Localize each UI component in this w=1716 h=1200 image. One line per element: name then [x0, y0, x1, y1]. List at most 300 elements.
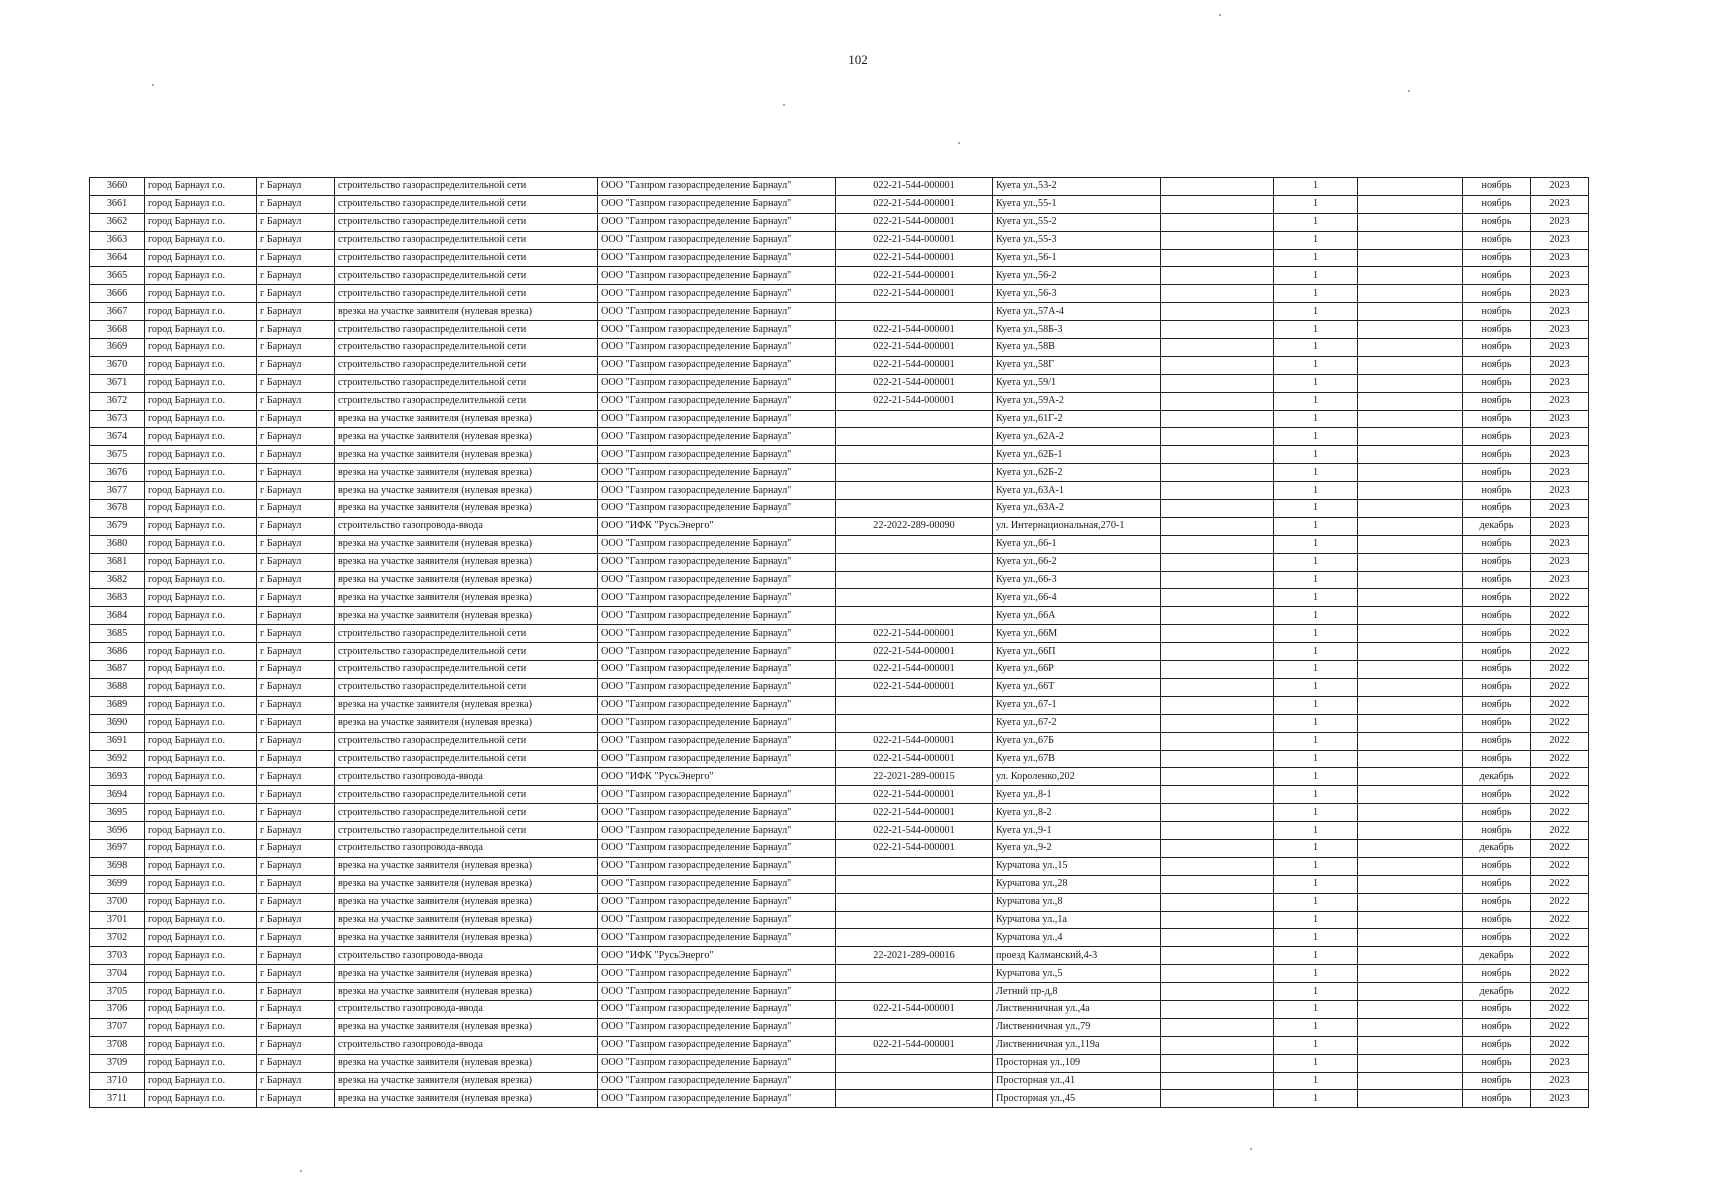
cell-num: 3668 — [90, 321, 145, 339]
cell-blank2 — [1358, 249, 1463, 267]
cell-settlement: г Барнаул — [257, 339, 335, 357]
cell-blank1 — [1161, 303, 1274, 321]
cell-organization: ООО "Газпром газораспределение Барнаул" — [598, 983, 836, 1001]
cell-quantity: 1 — [1274, 374, 1358, 392]
cell-year: 2022 — [1531, 1018, 1589, 1036]
cell-blank2 — [1358, 732, 1463, 750]
table-row — [90, 213, 1589, 231]
cell-blank2 — [1358, 213, 1463, 231]
cell-num: 3688 — [90, 678, 145, 696]
cell-blank1 — [1161, 213, 1274, 231]
cell-address: ул. Интернациональная,270-1 — [993, 517, 1161, 535]
table-row — [90, 750, 1589, 768]
cell-work_type: строительство газораспределительной сети — [335, 213, 598, 231]
cell-quantity: 1 — [1274, 714, 1358, 732]
cell-blank1 — [1161, 249, 1274, 267]
cell-settlement: г Барнаул — [257, 768, 335, 786]
cell-blank2 — [1358, 1054, 1463, 1072]
cell-num: 3676 — [90, 464, 145, 482]
cell-year: 2022 — [1531, 661, 1589, 679]
cell-district: город Барнаул г.о. — [145, 195, 257, 213]
cell-month: ноябрь — [1463, 500, 1531, 518]
cell-code — [836, 911, 993, 929]
cell-blank1 — [1161, 607, 1274, 625]
cell-year: 2023 — [1531, 464, 1589, 482]
cell-work_type: строительство газораспределительной сети — [335, 392, 598, 410]
table-row — [90, 947, 1589, 965]
table-row — [90, 553, 1589, 571]
cell-settlement: г Барнаул — [257, 482, 335, 500]
cell-organization: ООО "Газпром газораспределение Барнаул" — [598, 1054, 836, 1072]
registry-table — [89, 177, 1589, 1108]
cell-blank1 — [1161, 947, 1274, 965]
cell-work_type: строительство газопровода-ввода — [335, 517, 598, 535]
cell-num: 3677 — [90, 482, 145, 500]
cell-year: 2022 — [1531, 607, 1589, 625]
cell-organization: ООО "ИФК "РусьЭнерго" — [598, 947, 836, 965]
cell-district: город Барнаул г.о. — [145, 374, 257, 392]
cell-blank1 — [1161, 410, 1274, 428]
cell-quantity: 1 — [1274, 750, 1358, 768]
cell-address: Куета ул.,58Б-3 — [993, 321, 1161, 339]
cell-code — [836, 1054, 993, 1072]
cell-settlement: г Барнаул — [257, 965, 335, 983]
cell-quantity: 1 — [1274, 965, 1358, 983]
cell-num: 3687 — [90, 661, 145, 679]
cell-year: 2023 — [1531, 1090, 1589, 1108]
cell-work_type: строительство газопровода-ввода — [335, 947, 598, 965]
cell-organization: ООО "ИФК "РусьЭнерго" — [598, 517, 836, 535]
cell-address: Просторная ул.,109 — [993, 1054, 1161, 1072]
table-row — [90, 446, 1589, 464]
cell-year: 2023 — [1531, 482, 1589, 500]
cell-work_type: врезка на участке заявителя (нулевая врезка) — [335, 714, 598, 732]
cell-district: город Барнаул г.о. — [145, 303, 257, 321]
cell-address: Куета ул.,66-2 — [993, 553, 1161, 571]
cell-month: ноябрь — [1463, 678, 1531, 696]
table-row — [90, 1036, 1589, 1054]
cell-code: 022-21-544-000001 — [836, 839, 993, 857]
cell-num: 3672 — [90, 392, 145, 410]
cell-blank2 — [1358, 1072, 1463, 1090]
cell-num: 3666 — [90, 285, 145, 303]
cell-month: декабрь — [1463, 517, 1531, 535]
cell-quantity: 1 — [1274, 303, 1358, 321]
cell-code: 022-21-544-000001 — [836, 178, 993, 196]
cell-work_type: строительство газораспределительной сети — [335, 249, 598, 267]
cell-year: 2023 — [1531, 374, 1589, 392]
cell-address: Куета ул.,59А-2 — [993, 392, 1161, 410]
cell-year: 2023 — [1531, 178, 1589, 196]
cell-code: 022-21-544-000001 — [836, 643, 993, 661]
table-row — [90, 607, 1589, 625]
cell-blank1 — [1161, 285, 1274, 303]
table-row — [90, 356, 1589, 374]
cell-address: Куета ул.,55-1 — [993, 195, 1161, 213]
cell-address: Куета ул.,66-1 — [993, 535, 1161, 553]
cell-blank2 — [1358, 482, 1463, 500]
cell-num: 3679 — [90, 517, 145, 535]
cell-year: 2023 — [1531, 303, 1589, 321]
cell-district: город Барнаул г.о. — [145, 696, 257, 714]
cell-settlement: г Барнаул — [257, 589, 335, 607]
table-row — [90, 1090, 1589, 1108]
cell-blank2 — [1358, 392, 1463, 410]
cell-year: 2022 — [1531, 947, 1589, 965]
cell-address: Лиственничная ул.,79 — [993, 1018, 1161, 1036]
cell-code: 022-21-544-000001 — [836, 678, 993, 696]
cell-district: город Барнаул г.о. — [145, 643, 257, 661]
cell-quantity: 1 — [1274, 839, 1358, 857]
cell-settlement: г Барнаул — [257, 446, 335, 464]
cell-blank1 — [1161, 428, 1274, 446]
cell-address: Курчатова ул.,15 — [993, 857, 1161, 875]
cell-organization: ООО "Газпром газораспределение Барнаул" — [598, 929, 836, 947]
cell-blank1 — [1161, 732, 1274, 750]
cell-num: 3705 — [90, 983, 145, 1001]
cell-month: ноябрь — [1463, 410, 1531, 428]
table-row — [90, 1000, 1589, 1018]
cell-district: город Барнаул г.о. — [145, 839, 257, 857]
cell-address: Куета ул.,59/1 — [993, 374, 1161, 392]
cell-blank2 — [1358, 410, 1463, 428]
cell-num: 3682 — [90, 571, 145, 589]
cell-quantity: 1 — [1274, 661, 1358, 679]
cell-blank1 — [1161, 750, 1274, 768]
cell-organization: ООО "Газпром газораспределение Барнаул" — [598, 303, 836, 321]
table-row — [90, 661, 1589, 679]
cell-settlement: г Барнаул — [257, 249, 335, 267]
cell-code: 022-21-544-000001 — [836, 804, 993, 822]
table-row — [90, 696, 1589, 714]
cell-address: Куета ул.,66Р — [993, 661, 1161, 679]
cell-blank2 — [1358, 714, 1463, 732]
cell-num: 3708 — [90, 1036, 145, 1054]
cell-work_type: врезка на участке заявителя (нулевая врезка) — [335, 911, 598, 929]
cell-blank1 — [1161, 321, 1274, 339]
cell-year: 2022 — [1531, 893, 1589, 911]
cell-work_type: строительство газораспределительной сети — [335, 356, 598, 374]
cell-blank2 — [1358, 625, 1463, 643]
cell-blank1 — [1161, 464, 1274, 482]
cell-year: 2022 — [1531, 983, 1589, 1001]
table-row — [90, 983, 1589, 1001]
cell-month: ноябрь — [1463, 1018, 1531, 1036]
registry-body — [90, 178, 1589, 1108]
cell-num: 3709 — [90, 1054, 145, 1072]
cell-blank1 — [1161, 965, 1274, 983]
cell-address: Просторная ул.,41 — [993, 1072, 1161, 1090]
cell-settlement: г Барнаул — [257, 1018, 335, 1036]
cell-work_type: врезка на участке заявителя (нулевая врезка) — [335, 553, 598, 571]
cell-year: 2022 — [1531, 732, 1589, 750]
cell-month: ноябрь — [1463, 607, 1531, 625]
cell-quantity: 1 — [1274, 732, 1358, 750]
cell-quantity: 1 — [1274, 786, 1358, 804]
cell-district: город Барнаул г.о. — [145, 249, 257, 267]
cell-district: город Барнаул г.о. — [145, 1072, 257, 1090]
cell-code — [836, 571, 993, 589]
cell-organization: ООО "ИФК "РусьЭнерго" — [598, 768, 836, 786]
cell-quantity: 1 — [1274, 356, 1358, 374]
cell-month: ноябрь — [1463, 464, 1531, 482]
cell-code — [836, 983, 993, 1001]
cell-code: 022-21-544-000001 — [836, 195, 993, 213]
cell-work_type: врезка на участке заявителя (нулевая врезка) — [335, 965, 598, 983]
cell-quantity: 1 — [1274, 517, 1358, 535]
cell-code: 022-21-544-000001 — [836, 732, 993, 750]
cell-blank1 — [1161, 195, 1274, 213]
cell-blank1 — [1161, 178, 1274, 196]
cell-district: город Барнаул г.о. — [145, 661, 257, 679]
cell-code — [836, 428, 993, 446]
cell-year: 2023 — [1531, 213, 1589, 231]
cell-address: Куета ул.,8-2 — [993, 804, 1161, 822]
cell-code: 022-21-544-000001 — [836, 285, 993, 303]
cell-address: Курчатова ул.,1а — [993, 911, 1161, 929]
cell-month: ноябрь — [1463, 571, 1531, 589]
cell-blank1 — [1161, 571, 1274, 589]
cell-organization: ООО "Газпром газораспределение Барнаул" — [598, 839, 836, 857]
cell-blank1 — [1161, 678, 1274, 696]
cell-blank2 — [1358, 571, 1463, 589]
cell-work_type: строительство газораспределительной сети — [335, 339, 598, 357]
cell-code — [836, 893, 993, 911]
cell-settlement: г Барнаул — [257, 983, 335, 1001]
cell-month: ноябрь — [1463, 285, 1531, 303]
cell-work_type: врезка на участке заявителя (нулевая врезка) — [335, 500, 598, 518]
cell-quantity: 1 — [1274, 607, 1358, 625]
cell-work_type: строительство газораспределительной сети — [335, 732, 598, 750]
cell-district: город Барнаул г.о. — [145, 1054, 257, 1072]
cell-month: ноябрь — [1463, 643, 1531, 661]
cell-work_type: строительство газораспределительной сети — [335, 750, 598, 768]
cell-quantity: 1 — [1274, 625, 1358, 643]
table-row — [90, 786, 1589, 804]
cell-blank2 — [1358, 1036, 1463, 1054]
cell-blank2 — [1358, 786, 1463, 804]
cell-work_type: врезка на участке заявителя (нулевая врезка) — [335, 1090, 598, 1108]
cell-organization: ООО "Газпром газораспределение Барнаул" — [598, 410, 836, 428]
cell-month: ноябрь — [1463, 911, 1531, 929]
cell-year: 2023 — [1531, 446, 1589, 464]
cell-year: 2023 — [1531, 410, 1589, 428]
cell-month: ноябрь — [1463, 482, 1531, 500]
cell-month: ноябрь — [1463, 249, 1531, 267]
cell-address: Куета ул.,55-2 — [993, 213, 1161, 231]
cell-month: ноябрь — [1463, 321, 1531, 339]
cell-year: 2022 — [1531, 696, 1589, 714]
cell-blank2 — [1358, 857, 1463, 875]
cell-blank1 — [1161, 446, 1274, 464]
cell-blank2 — [1358, 535, 1463, 553]
cell-district: город Барнаул г.о. — [145, 178, 257, 196]
cell-quantity: 1 — [1274, 911, 1358, 929]
cell-organization: ООО "Газпром газораспределение Барнаул" — [598, 1000, 836, 1018]
cell-work_type: врезка на участке заявителя (нулевая врезка) — [335, 535, 598, 553]
cell-month: ноябрь — [1463, 893, 1531, 911]
cell-month: ноябрь — [1463, 535, 1531, 553]
cell-year: 2022 — [1531, 1036, 1589, 1054]
cell-year: 2022 — [1531, 804, 1589, 822]
cell-month: ноябрь — [1463, 446, 1531, 464]
cell-organization: ООО "Газпром газораспределение Барнаул" — [598, 607, 836, 625]
cell-month: ноябрь — [1463, 1000, 1531, 1018]
cell-month: ноябрь — [1463, 661, 1531, 679]
cell-month: ноябрь — [1463, 625, 1531, 643]
cell-quantity: 1 — [1274, 1090, 1358, 1108]
scan-speck — [783, 104, 785, 106]
cell-address: Куета ул.,9-2 — [993, 839, 1161, 857]
cell-num: 3690 — [90, 714, 145, 732]
cell-year: 2023 — [1531, 231, 1589, 249]
cell-blank2 — [1358, 356, 1463, 374]
cell-quantity: 1 — [1274, 696, 1358, 714]
cell-district: город Барнаул г.о. — [145, 213, 257, 231]
cell-code: 022-21-544-000001 — [836, 267, 993, 285]
cell-organization: ООО "Газпром газораспределение Барнаул" — [598, 893, 836, 911]
cell-blank2 — [1358, 464, 1463, 482]
cell-settlement: г Барнаул — [257, 750, 335, 768]
scan-speck — [1408, 90, 1410, 92]
cell-address: Просторная ул.,45 — [993, 1090, 1161, 1108]
cell-year: 2023 — [1531, 428, 1589, 446]
cell-work_type: врезка на участке заявителя (нулевая врезка) — [335, 983, 598, 1001]
cell-num: 3665 — [90, 267, 145, 285]
cell-code: 22-2021-289-00015 — [836, 768, 993, 786]
cell-year: 2022 — [1531, 625, 1589, 643]
cell-blank2 — [1358, 195, 1463, 213]
cell-blank2 — [1358, 517, 1463, 535]
cell-blank1 — [1161, 696, 1274, 714]
cell-num: 3693 — [90, 768, 145, 786]
cell-num: 3700 — [90, 893, 145, 911]
cell-code — [836, 535, 993, 553]
cell-work_type: строительство газораспределительной сети — [335, 643, 598, 661]
cell-settlement: г Барнаул — [257, 661, 335, 679]
cell-num: 3663 — [90, 231, 145, 249]
cell-district: город Барнаул г.о. — [145, 392, 257, 410]
cell-organization: ООО "Газпром газораспределение Барнаул" — [598, 750, 836, 768]
scan-speck — [958, 142, 960, 144]
cell-organization: ООО "Газпром газораспределение Барнаул" — [598, 1018, 836, 1036]
cell-blank1 — [1161, 482, 1274, 500]
cell-month: ноябрь — [1463, 875, 1531, 893]
cell-settlement: г Барнаул — [257, 1000, 335, 1018]
cell-blank1 — [1161, 625, 1274, 643]
cell-year: 2023 — [1531, 267, 1589, 285]
cell-address: Куета ул.,61Г-2 — [993, 410, 1161, 428]
cell-blank1 — [1161, 822, 1274, 840]
table-row — [90, 714, 1589, 732]
cell-quantity: 1 — [1274, 589, 1358, 607]
cell-year: 2022 — [1531, 929, 1589, 947]
cell-settlement: г Барнаул — [257, 714, 335, 732]
table-row — [90, 464, 1589, 482]
cell-code — [836, 500, 993, 518]
cell-work_type: врезка на участке заявителя (нулевая врезка) — [335, 875, 598, 893]
table-row — [90, 285, 1589, 303]
cell-address: Куета ул.,58Г — [993, 356, 1161, 374]
cell-organization: ООО "Газпром газораспределение Барнаул" — [598, 571, 836, 589]
cell-settlement: г Барнаул — [257, 500, 335, 518]
cell-settlement: г Барнаул — [257, 213, 335, 231]
cell-address: Лиственничная ул.,4а — [993, 1000, 1161, 1018]
cell-code: 022-21-544-000001 — [836, 374, 993, 392]
cell-work_type: врезка на участке заявителя (нулевая врезка) — [335, 446, 598, 464]
cell-settlement: г Барнаул — [257, 893, 335, 911]
cell-year: 2023 — [1531, 285, 1589, 303]
cell-month: ноябрь — [1463, 1072, 1531, 1090]
cell-num: 3698 — [90, 857, 145, 875]
cell-work_type: строительство газопровода-ввода — [335, 839, 598, 857]
cell-code: 022-21-544-000001 — [836, 625, 993, 643]
cell-blank2 — [1358, 1090, 1463, 1108]
cell-organization: ООО "Газпром газораспределение Барнаул" — [598, 786, 836, 804]
cell-district: город Барнаул г.о. — [145, 804, 257, 822]
cell-blank1 — [1161, 714, 1274, 732]
cell-organization: ООО "Газпром газораспределение Барнаул" — [598, 965, 836, 983]
cell-month: декабрь — [1463, 768, 1531, 786]
cell-quantity: 1 — [1274, 213, 1358, 231]
cell-year: 2023 — [1531, 249, 1589, 267]
cell-address: Куета ул.,62Б-2 — [993, 464, 1161, 482]
cell-address: Куета ул.,63А-1 — [993, 482, 1161, 500]
cell-blank1 — [1161, 929, 1274, 947]
cell-code: 22-2022-289-00090 — [836, 517, 993, 535]
cell-organization: ООО "Газпром газораспределение Барнаул" — [598, 267, 836, 285]
cell-district: город Барнаул г.о. — [145, 553, 257, 571]
cell-address: ул. Короленко,202 — [993, 768, 1161, 786]
table-row — [90, 822, 1589, 840]
cell-district: город Барнаул г.о. — [145, 732, 257, 750]
cell-month: ноябрь — [1463, 589, 1531, 607]
cell-address: Куета ул.,67-2 — [993, 714, 1161, 732]
cell-settlement: г Барнаул — [257, 696, 335, 714]
cell-num: 3689 — [90, 696, 145, 714]
cell-organization: ООО "Газпром газораспределение Барнаул" — [598, 428, 836, 446]
cell-year: 2023 — [1531, 356, 1589, 374]
cell-settlement: г Барнаул — [257, 625, 335, 643]
cell-address: Куета ул.,66А — [993, 607, 1161, 625]
cell-code: 022-21-544-000001 — [836, 822, 993, 840]
cell-code — [836, 589, 993, 607]
cell-quantity: 1 — [1274, 1072, 1358, 1090]
cell-district: город Барнаул г.о. — [145, 321, 257, 339]
cell-year: 2023 — [1531, 1054, 1589, 1072]
cell-blank1 — [1161, 1090, 1274, 1108]
cell-organization: ООО "Газпром газораспределение Барнаул" — [598, 392, 836, 410]
cell-settlement: г Барнаул — [257, 875, 335, 893]
cell-year: 2023 — [1531, 1072, 1589, 1090]
cell-address: Куета ул.,9-1 — [993, 822, 1161, 840]
cell-quantity: 1 — [1274, 285, 1358, 303]
cell-organization: ООО "Газпром газораспределение Барнаул" — [598, 822, 836, 840]
cell-code: 022-21-544-000001 — [836, 750, 993, 768]
cell-quantity: 1 — [1274, 535, 1358, 553]
cell-blank2 — [1358, 750, 1463, 768]
cell-address: Куета ул.,8-1 — [993, 786, 1161, 804]
cell-settlement: г Барнаул — [257, 535, 335, 553]
cell-organization: ООО "Газпром газораспределение Барнаул" — [598, 678, 836, 696]
cell-month: ноябрь — [1463, 714, 1531, 732]
table-row — [90, 482, 1589, 500]
cell-blank1 — [1161, 392, 1274, 410]
cell-settlement: г Барнаул — [257, 1054, 335, 1072]
cell-organization: ООО "Газпром газораспределение Барнаул" — [598, 553, 836, 571]
cell-num: 3706 — [90, 1000, 145, 1018]
cell-blank1 — [1161, 983, 1274, 1001]
